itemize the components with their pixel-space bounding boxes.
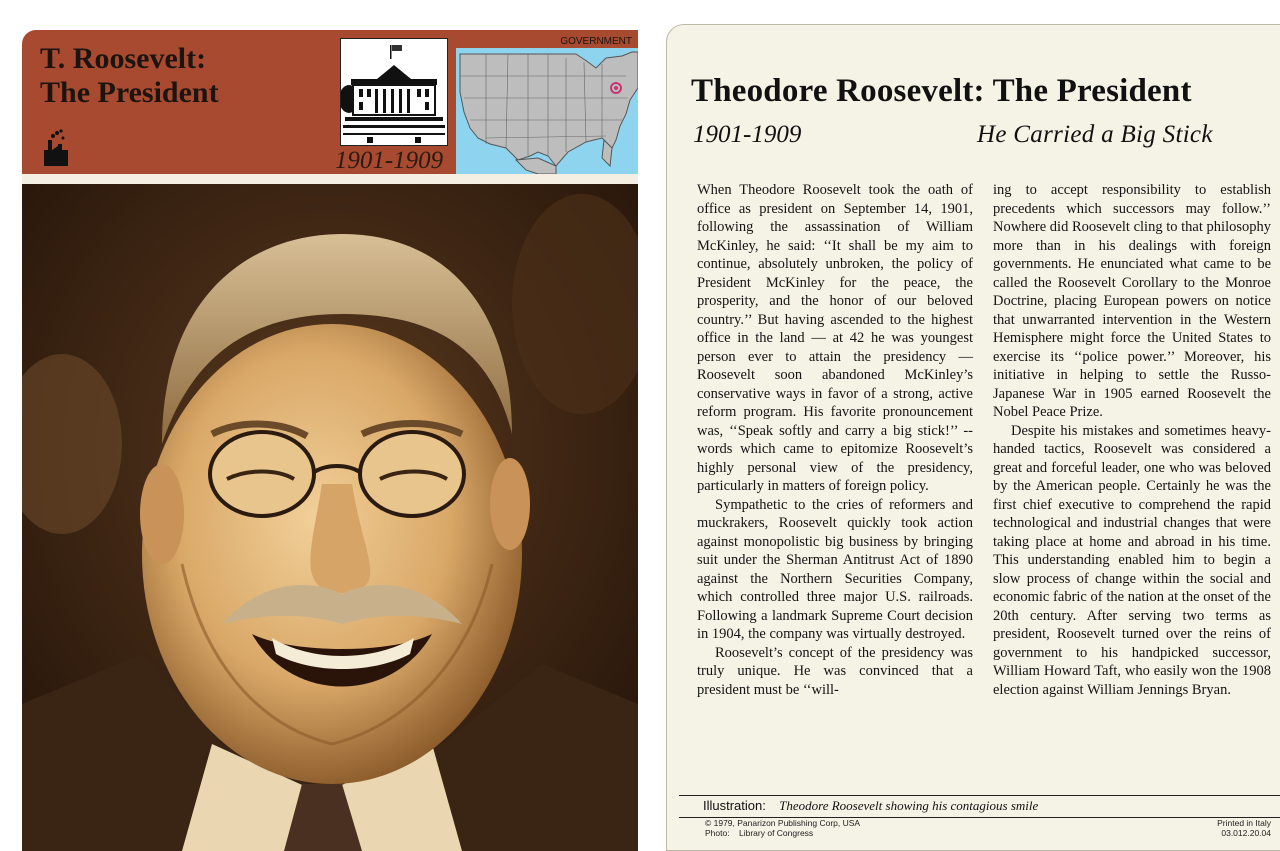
factory-icon — [44, 128, 68, 166]
illustration-label: Illustration: — [703, 798, 766, 813]
paragraph: ing to accept responsibility to establish precedents which successors may follow.’’ Nowhere did Roosevelt cling to that philosophy more than in his dealings with foreign governments. He enunciated what came to be called the Roosevelt Corollary to the Monroe Doctrine, placing European powers on notice that unwarranted intervention in the Western Hemisphere might force the United States to exercise its ‘‘police power.’’ Moreover, his initiative in helping to settle the Russo-Japanese War in 1905 earned Roosevelt the Nobel Peace Prize. — [993, 182, 1271, 420]
front-divider — [22, 174, 638, 184]
card-code: 03.012.20.04 — [1221, 827, 1271, 838]
portrait-photo — [22, 184, 638, 851]
article-column-2 — [993, 181, 1271, 699]
white-house-icon — [340, 38, 448, 146]
front-card — [22, 30, 638, 851]
us-map — [456, 48, 638, 174]
credits — [705, 819, 860, 838]
illustration-text: Theodore Roosevelt showing his contagious smile — [779, 798, 1039, 813]
printed-in: Printed in Italy — [1217, 818, 1271, 828]
illustration-caption — [703, 797, 1038, 815]
back-years: 1901-1909 — [693, 121, 802, 148]
paragraph: Roosevelt’s concept of the presidency was truly unique. He was convinced that a president must be ‘‘will- — [697, 644, 973, 698]
front-title-line1: T. Roosevelt: — [40, 42, 207, 75]
photo-label: Photo: — [705, 827, 730, 838]
back-tagline: He Carried a Big Stick — [977, 121, 1213, 148]
photo-credit: Library of Congress — [739, 827, 814, 838]
divider — [679, 795, 1280, 796]
back-title: Theodore Roosevelt: The President — [691, 73, 1192, 109]
front-title-line2: The President — [40, 76, 219, 109]
category-label: GOVERNMENT — [560, 36, 632, 47]
paragraph: When Theodore Roosevelt took the oath of office as president on September 14, 1901, following the assassination of William McKinley, he said: ‘‘It shall be my aim to continue, absolutely unbroken, the policy of President McKinley for the peace, the prosperity, and the honor of our beloved country.’’ But having ascended to the highest office in the land — at 42 he was youngest person ever to attain the presidency — Roosevelt soon abandoned McKinley’s conservative ways in favor of a strong, active reform program. His favorite pronouncement was, ‘‘Speak softly and carry a big stick!’’ -- words which came to epitomize Roosevelt’s highly personal view of the presidency, particularly in matters of foreign policy. — [697, 182, 973, 494]
front-years: 1901-1909 — [334, 147, 444, 174]
front-header — [22, 30, 638, 174]
copyright: © 1979, Panarizon Publishing Corp, USA — [705, 818, 861, 828]
paragraph: Despite his mistakes and sometimes heavy-handed tactics, Roosevelt was considered a great and forceful leader, one who was beloved by the American people. Certainly he was the first chief executive to comprehend the rapid technological and industrial changes that were taking place at home and abroad in his time. This understanding enabled him to begin a slow process of change within the social and economic fabric of the nation at the onset of the 20th century. After serving two terms as president, Roosevelt turned over the reins of government to his handpicked successor, William Howard Taft, who easily won the 1908 election against William Jennings Bryan. — [993, 422, 1271, 698]
printing-info — [1177, 819, 1271, 838]
photo-credit-row — [705, 829, 860, 839]
back-card — [666, 24, 1280, 851]
article-column-1 — [697, 181, 973, 699]
front-title — [40, 42, 219, 110]
paragraph: Sympathetic to the cries of reformers and muckrakers, Roosevelt quickly took action against monopolistic big business by bringing suit under the Sherman Antitrust Act of 1890 against the Northern Securities Company, which controlled three major U.S. railroads. Following a landmark Supreme Court decision in 1904, the company was virtually destroyed. — [697, 496, 973, 642]
